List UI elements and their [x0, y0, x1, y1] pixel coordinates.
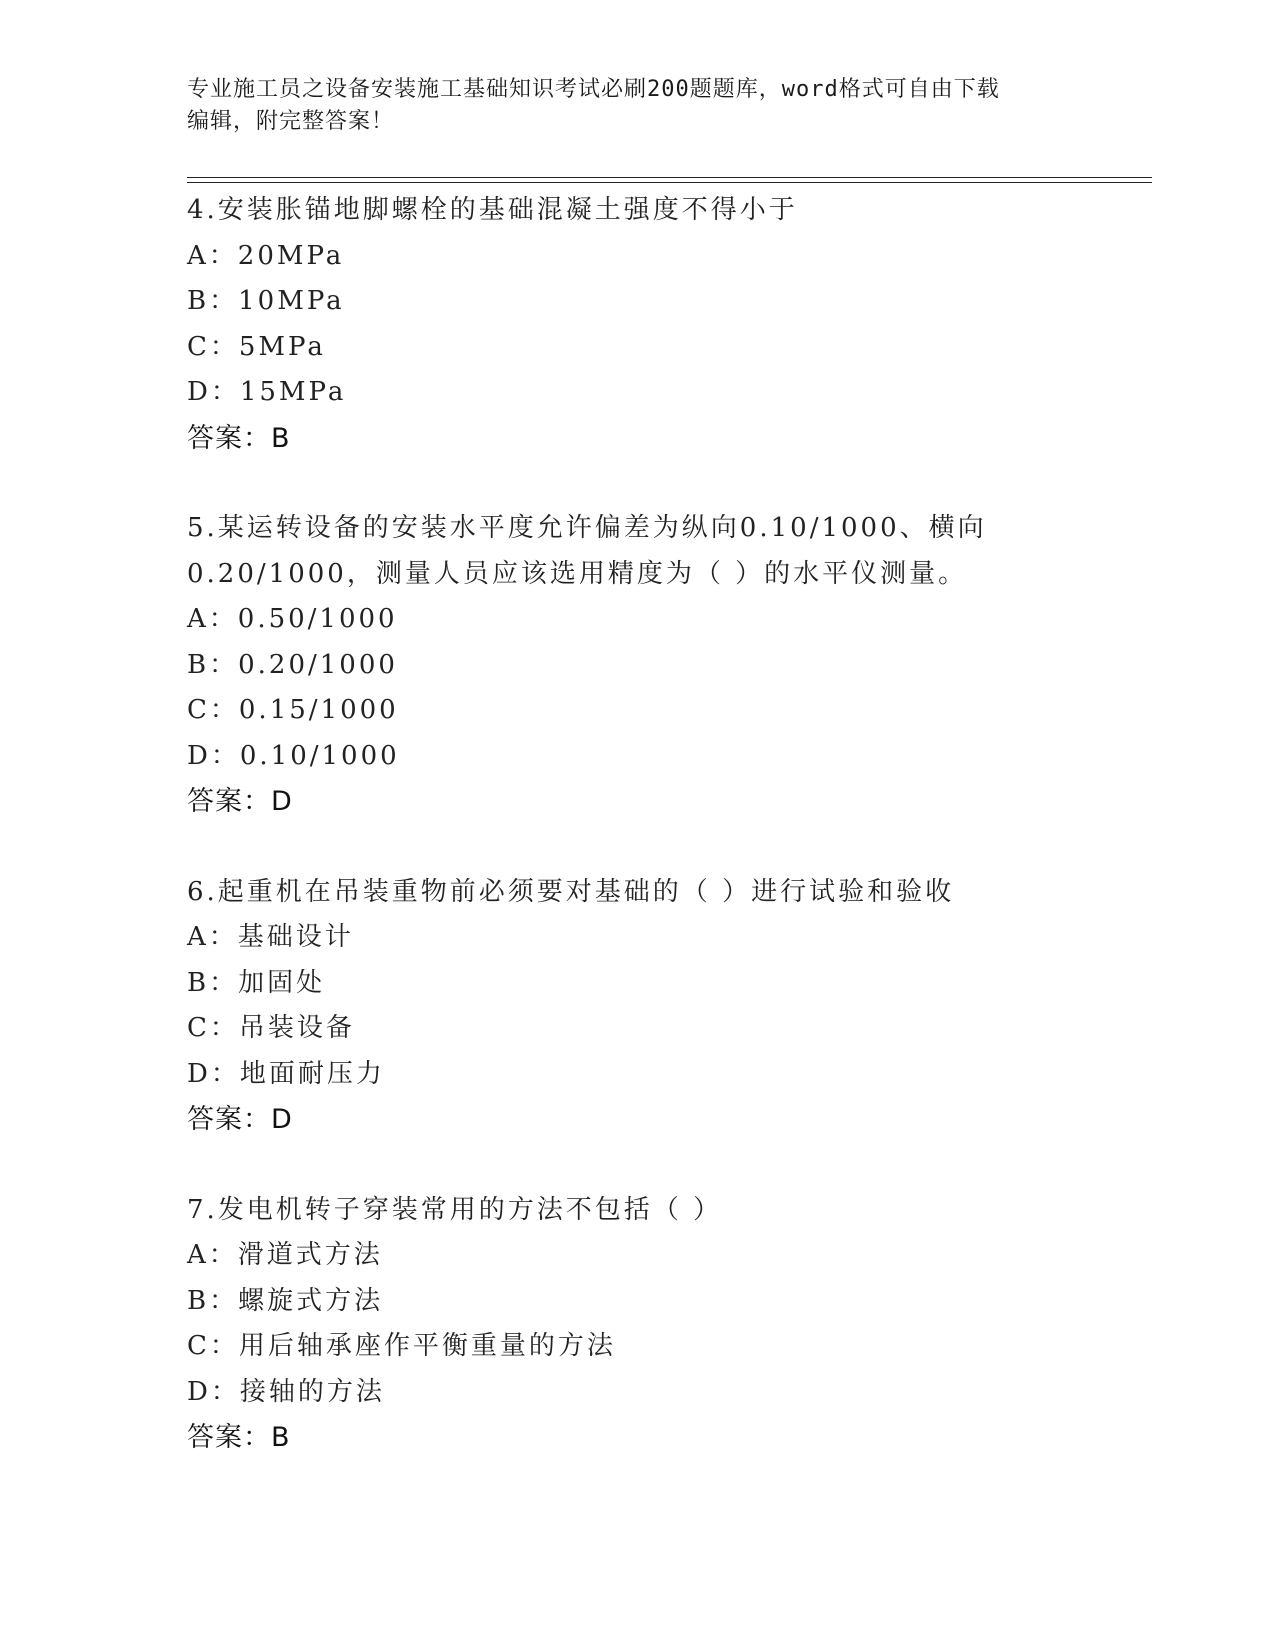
option-b: B：10MPa: [187, 286, 345, 316]
header-divider: [187, 177, 1152, 178]
option-a: A：20MPa: [187, 240, 345, 271]
option-d: D：接轴的方法: [187, 1376, 385, 1407]
answer-line: 答案：B: [187, 1422, 291, 1453]
header-divider: [187, 182, 1152, 183]
option-c: C：0.15/1000: [187, 695, 399, 725]
option-d: D：地面耐压力: [187, 1058, 385, 1089]
option-c: C：5MPa: [187, 331, 326, 362]
option-d: D：15MPa: [187, 377, 347, 407]
question-list: [187, 188, 1152, 1506]
question-stem: 6.起重机在吊装重物前必须要对基础的（ ）进行试验和验收: [187, 876, 955, 907]
question-stem: 4.安装胀锚地脚螺栓的基础混凝土强度不得小于: [187, 195, 798, 225]
option-d: D：0.10/1000: [187, 740, 400, 771]
question-stem: 5.某运转设备的安装水平度允许偏差为纵向0.10/1000、横向: [187, 513, 987, 543]
answer-line: 答案：D: [187, 786, 293, 817]
option-b: B：螺旋式方法: [187, 1285, 384, 1316]
option-b: B：0.20/1000: [187, 649, 398, 680]
answer-line: 答案：D: [187, 1104, 293, 1135]
option-b: B：加固处: [187, 967, 326, 998]
question-stem: 7.发电机转子穿装常用的方法不包括（ ）: [187, 1194, 723, 1225]
question-item: [187, 506, 1152, 825]
option-c: C：用后轴承座作平衡重量的方法: [187, 1331, 616, 1361]
header-line: 专业施工员之设备安装施工基础知识考试必刷200题题库，word格式可自由下载: [187, 77, 1000, 102]
document-header: [187, 74, 1087, 138]
question-stem: 0.20/1000，测量人员应该选用精度为（ ）的水平仪测量。: [187, 558, 968, 589]
question-item: [187, 188, 1152, 461]
option-a: A：滑道式方法: [187, 1240, 383, 1270]
header-line: 编辑，附完整答案！: [187, 109, 395, 134]
option-c: C：吊装设备: [187, 1013, 355, 1043]
question-item: [187, 870, 1152, 1143]
question-item: [187, 1188, 1152, 1461]
answer-line: 答案：B: [187, 422, 291, 454]
option-a: A：0.50/1000: [187, 604, 398, 634]
option-a: A：基础设计: [187, 922, 354, 952]
